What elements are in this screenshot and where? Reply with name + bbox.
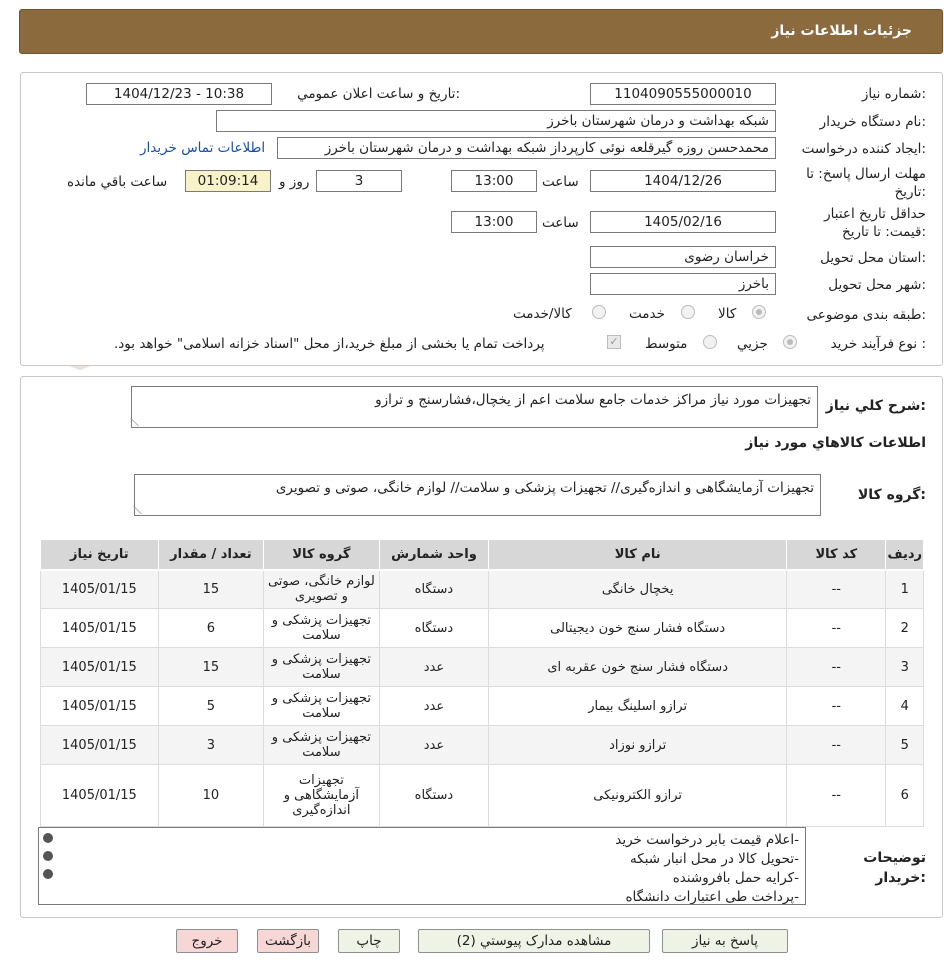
cell-group: تجهیزات پزشکی و سلامت [264, 609, 380, 648]
cell-name: ترازو نوزاد [489, 726, 787, 765]
notes-line: -پرداخت طی اعتبارات دانشگاه [625, 889, 799, 905]
province-field: خراسان رضوی [590, 246, 776, 268]
category-radio-goods-service[interactable] [592, 305, 606, 319]
notes-label [856, 848, 926, 888]
cell-group: تجهیزات آزمایشگاهی و اندازه‌گیری [264, 765, 380, 827]
table-row [41, 687, 924, 726]
scroll-dot-icon [43, 869, 53, 879]
notes-textarea[interactable] [38, 827, 806, 905]
requester-label: ايجاد کننده درخواست: [801, 141, 926, 157]
cell-code: -- [787, 570, 886, 609]
cell-date: 1405/01/15 [41, 687, 159, 726]
table-row [41, 609, 924, 648]
table-row [41, 570, 924, 609]
cell-name: دستگاه فشار سنج خون عقربه ای [489, 648, 787, 687]
category-radio-goods[interactable] [752, 305, 766, 319]
cell-group: لوازم خانگی، صوتی و تصویری [264, 570, 380, 609]
notes-label-text: توضيحات خريدار: [863, 850, 926, 886]
announce-field: 1404/12/23 - 10:38 [86, 83, 272, 105]
cell-qty: 5 [158, 687, 263, 726]
category-label: طبقه بندی موضوعی: [806, 307, 926, 323]
notes-line: -کرایه حمل بافروشنده [672, 870, 799, 886]
deadline-label-text: مهلت ارسال پاسخ: تا تاريخ: [806, 166, 926, 200]
goods-section-title: اطلاعات کالاهاي مورد نياز [745, 435, 926, 451]
col-date: تاريخ نياز [41, 540, 159, 570]
validity-time-label: ساعت [542, 215, 579, 231]
cell-code: -- [787, 609, 886, 648]
category-option-goods: کالا [718, 306, 737, 322]
reply-button[interactable]: پاسخ به نياز [662, 929, 788, 953]
deadline-time-label: ساعت [542, 174, 579, 190]
cell-code: -- [787, 765, 886, 827]
buyer-org-label: نام دستگاه خريدار: [819, 114, 926, 130]
cell-row: 1 [886, 570, 924, 609]
cell-unit: عدد [379, 687, 489, 726]
validity-label [786, 205, 926, 241]
city-label: شهر محل تحويل: [828, 277, 926, 293]
cell-name: ترازو اسلینگ بیمار [489, 687, 787, 726]
requester-field: محمدحسن روزه گیرقلعه نوئی کارپرداز شبکه بهداشت و درمان شهرستان باخرز [277, 137, 776, 159]
category-radio-service[interactable] [681, 305, 695, 319]
remaining-time-field: 01:09:14 [185, 170, 271, 192]
table-row [41, 726, 924, 765]
cell-group: تجهیزات پزشکی و سلامت [264, 687, 380, 726]
cell-date: 1405/01/15 [41, 570, 159, 609]
deadline-time-field: 13:00 [451, 170, 537, 192]
back-button[interactable]: بازگشت [257, 929, 319, 953]
cell-date: 1405/01/15 [41, 765, 159, 827]
col-name: نام کالا [489, 540, 787, 570]
page-title: جزئيات اطلاعات نياز [771, 23, 912, 39]
summary-textarea[interactable] [131, 386, 818, 428]
view-docs-button[interactable]: مشاهده مدارک پيوستي (2) [418, 929, 650, 953]
days-field: 3 [316, 170, 402, 192]
process-radio-minor[interactable] [783, 335, 797, 349]
cell-date: 1405/01/15 [41, 648, 159, 687]
scroll-dot-icon [43, 851, 53, 861]
cell-name: یخچال خانگی [489, 570, 787, 609]
need-number-field: 1104090555000010 [590, 83, 776, 105]
cell-name: دستگاه فشار سنج خون دیجیتالی [489, 609, 787, 648]
cell-unit: دستگاه [379, 765, 489, 827]
deadline-date-field: 1404/12/26 [590, 170, 776, 192]
cell-qty: 15 [158, 648, 263, 687]
cell-code: -- [787, 687, 886, 726]
cell-group: تجهیزات پزشکی و سلامت [264, 648, 380, 687]
process-option-minor: جزيي [737, 336, 768, 352]
col-group: گروه کالا [264, 540, 380, 570]
notes-line: -اعلام قیمت بابر درخواست خرید [615, 832, 799, 848]
cell-name: ترازو الکترونیکی [489, 765, 787, 827]
city-field: باخرز [590, 273, 776, 295]
table-row [41, 765, 924, 827]
cell-row: 2 [886, 609, 924, 648]
cell-qty: 3 [158, 726, 263, 765]
cell-group: تجهیزات پزشکی و سلامت [264, 726, 380, 765]
goods-group-label: گروه کالا: [857, 487, 926, 503]
treasury-payment-checkbox[interactable]: ✓ [607, 335, 621, 349]
cell-qty: 6 [158, 609, 263, 648]
cell-row: 5 [886, 726, 924, 765]
goods-table [40, 539, 924, 827]
notes-line: -تحویل کالا در محل انبار شبکه [630, 851, 799, 867]
announce-label: تاريخ و ساعت اعلان عمومي: [297, 86, 460, 102]
days-label: روز و [279, 174, 310, 190]
goods-group-text: تجهیزات آزمایشگاهی و اندازه‌گیری// تجهیزات پزشکی و سلامت// لوازم خانگی، صوتی و تصویری [275, 480, 814, 496]
col-qty: تعداد / مقدار [158, 540, 263, 570]
cell-qty: 10 [158, 765, 263, 827]
cell-unit: دستگاه [379, 609, 489, 648]
province-label: استان محل تحويل: [820, 250, 926, 266]
exit-button[interactable]: خروج [176, 929, 238, 953]
buyer-contact-link[interactable]: اطلاعات تماس خريدار [140, 140, 266, 156]
print-button[interactable]: چاپ [338, 929, 400, 953]
cell-code: -- [787, 648, 886, 687]
col-row: رديف [886, 540, 924, 570]
cell-unit: دستگاه [379, 570, 489, 609]
cell-row: 6 [886, 765, 924, 827]
cell-code: -- [787, 726, 886, 765]
process-label: نوع فرآيند خريد : [830, 336, 926, 352]
cell-row: 3 [886, 648, 924, 687]
cell-date: 1405/01/15 [41, 609, 159, 648]
scroll-dot-icon [43, 833, 53, 843]
validity-time-field: 13:00 [451, 211, 537, 233]
cell-row: 4 [886, 687, 924, 726]
cell-date: 1405/01/15 [41, 726, 159, 765]
summary-text: تجهیزات مورد نیاز مراکز خدمات جامع سلامت اعم از یخچال،فشارسنج و ترازو [375, 392, 811, 408]
table-header-row [41, 540, 924, 570]
need-number-label: شماره نياز: [861, 86, 926, 102]
deadline-label [786, 165, 926, 201]
validity-label-text: حداقل تاريخ اعتبار قيمت: تا تاريخ: [824, 206, 926, 240]
process-option-medium: متوسط [645, 336, 688, 352]
cell-unit: عدد [379, 648, 489, 687]
process-radio-medium[interactable] [703, 335, 717, 349]
table-row [41, 648, 924, 687]
buyer-org-field: شبکه بهداشت و درمان شهرستان باخرز [216, 110, 776, 132]
cell-unit: عدد [379, 726, 489, 765]
page-header [19, 9, 943, 54]
validity-date-field: 1405/02/16 [590, 211, 776, 233]
remaining-label: ساعت باقي مانده [67, 174, 168, 190]
treasury-payment-note: پرداخت تمام يا بخشی از مبلغ خريد،از محل "اسناد خزانه اسلامی" خواهد بود. [114, 336, 545, 352]
category-option-service: خدمت [629, 306, 665, 322]
summary-label: شرح کلي نياز: [825, 398, 926, 414]
col-code: کد کالا [787, 540, 886, 570]
col-unit: واحد شمارش [379, 540, 489, 570]
goods-group-textarea[interactable] [134, 474, 821, 516]
notes-scrollbar[interactable] [40, 829, 56, 903]
category-option-goods-service: کالا/خدمت [513, 306, 572, 322]
cell-qty: 15 [158, 570, 263, 609]
